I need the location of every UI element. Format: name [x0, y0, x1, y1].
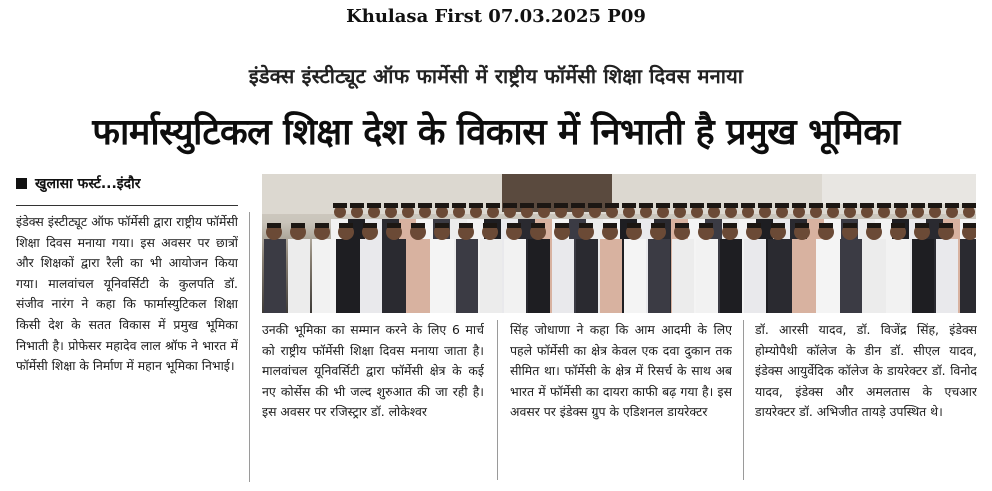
kicker-headline: इंडेक्स इंस्टीट्यूट ऑफ फार्मेसी में राष्ट्रीय फॉर्मेसी शिक्षा दिवस मनाया	[248, 64, 744, 88]
byline	[16, 174, 238, 193]
masthead: Khulasa First 07.03.2025 P09	[346, 6, 646, 27]
column-divider	[497, 320, 498, 480]
column-divider	[249, 212, 250, 482]
group-photo	[262, 174, 976, 313]
article-column-1: इंडेक्स इंस्टीट्यूट ऑफ फॉर्मेसी द्वारा राष्ट्रीय फॉर्मेसी शिक्षा दिवस मनाया गया। इस अवसर पर छात्रों और शिक्षकों द्वारा रैली का भी आयोजन किया गया। मालवांचल यूनिवर्सिटी के कुलपति डॉ. संजीव नारंग ने कहा कि फार्मास्युटिकल शिक्षा किसी देश के सतत विकास में प्रमुख भूमिका निभाती है। प्रोफेसर महादेव लाल श्रॉफ ने भारत में फॉर्मेसी शिक्षा के निर्माण में महान भूमिका निभाई।	[16, 214, 238, 374]
column-divider	[743, 320, 744, 480]
article-column-2: उनकी भूमिका का सम्मान करने के लिए 6 मार्च को राष्ट्रीय फॉर्मेसी शिक्षा दिवस मनाया जाता है। मालवांचल यूनिवर्सिटी द्वारा फॉर्मेसी क्षेत्र के कई नए कोर्सेस की भी जल्द शुरुआत की जा रही है। इस अवसर पर रजिस्ट्रार डॉ. लोकेश्वर	[262, 322, 484, 420]
byline-rule	[16, 205, 238, 206]
byline-text: खुलासा फर्स्ट...इंदौर	[35, 176, 141, 192]
article-column-3: सिंह जोधाणा ने कहा कि आम आदमी के लिए पहले फॉर्मेसी का क्षेत्र केवल एक दवा दुकान तक सीमित था। फॉर्मेसी के क्षेत्र में रिसर्च के साथ अब भारत में फॉर्मेसी का दायरा काफी बढ़ गया है। इस अवसर पर इंडेक्स ग्रुप के एडिशनल डायरेक्टर	[510, 322, 732, 420]
main-headline: फार्मास्युटिकल शिक्षा देश के विकास में निभाती है प्रमुख भूमिका	[92, 112, 900, 153]
group-photo-illustration	[262, 174, 976, 313]
article-column-4: डॉ. आरसी यादव, डॉ. विजेंद्र सिंह, इंडेक्स होम्योपैथी कॉलेज के डीन डॉ. सीएल यादव, इंडेक्स आयुर्वेदिक कॉलेज के डायरेक्टर डॉ. विनोद यादव, इंडेक्स और अमलतास के एचआर डायरेक्टर डॉ. अभिजीत तायड़े उपस्थित थे।	[755, 322, 977, 420]
byline-square-icon	[16, 178, 27, 189]
